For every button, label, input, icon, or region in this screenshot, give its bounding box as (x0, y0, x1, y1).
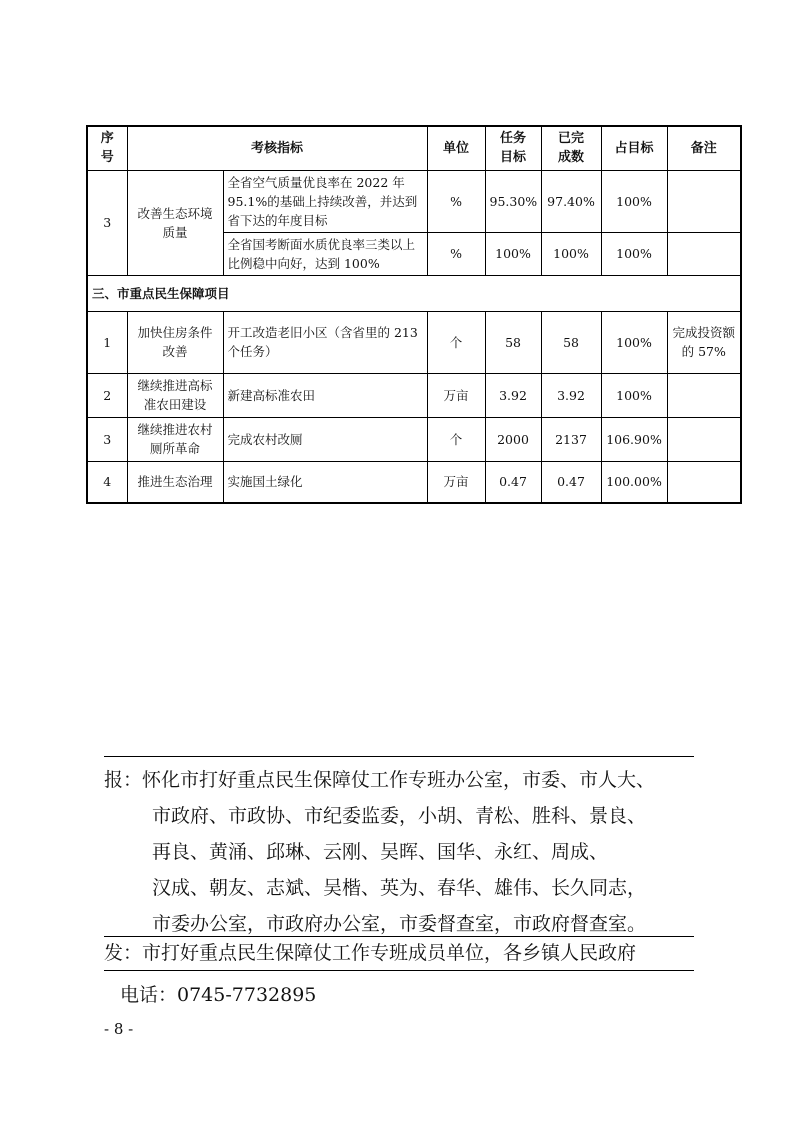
cell-seq: 3 (87, 170, 127, 275)
cell-unit: 万亩 (427, 461, 485, 503)
cell-target: 3.92 (485, 373, 541, 417)
cell-unit: % (427, 170, 485, 232)
table-row (87, 373, 741, 417)
cell-name: 推进生态治理 (127, 461, 223, 503)
cell-done: 3.92 (541, 373, 601, 417)
cell-desc: 新建高标准农田 (223, 373, 427, 417)
cell-desc: 实施国土绿化 (223, 461, 427, 503)
cell-done: 97.40% (541, 170, 601, 232)
cell-desc: 全省国考断面水质优良率三类以上比例稳中向好，达到 100% (223, 232, 427, 275)
cell-ratio: 106.90% (601, 417, 667, 461)
cell-name: 改善生态环境质量 (127, 170, 223, 275)
cell-unit: % (427, 232, 485, 275)
cell-note (667, 417, 741, 461)
cell-target: 2000 (485, 417, 541, 461)
cell-note (667, 373, 741, 417)
header-seq: 序 号 (87, 126, 127, 170)
cell-desc: 完成农村改厕 (223, 417, 427, 461)
cell-done: 100% (541, 232, 601, 275)
cell-seq: 2 (87, 373, 127, 417)
table-row (87, 170, 741, 232)
header-indicator: 考核指标 (127, 126, 427, 170)
header-note: 备注 (667, 126, 741, 170)
cell-target: 58 (485, 311, 541, 373)
cell-unit: 个 (427, 311, 485, 373)
cell-name: 继续推进农村厕所革命 (127, 417, 223, 461)
cell-ratio: 100% (601, 311, 667, 373)
cell-note: 完成投资额的 57% (667, 311, 741, 373)
header-target: 任务 目标 (485, 126, 541, 170)
cell-target: 95.30% (485, 170, 541, 232)
cell-note (667, 232, 741, 275)
report-line: 市政府、市政协、市纪委监委，小胡、青松、胜科、景良、 (152, 805, 647, 827)
indicator-table (86, 125, 742, 504)
cell-done: 2137 (541, 417, 601, 461)
cell-target: 0.47 (485, 461, 541, 503)
cell-seq: 1 (87, 311, 127, 373)
cell-ratio: 100.00% (601, 461, 667, 503)
cell-note (667, 461, 741, 503)
cell-desc: 开工改造老旧小区（含省里的 213 个任务） (223, 311, 427, 373)
cell-ratio: 100% (601, 373, 667, 417)
page-number: - 8 - (104, 1020, 134, 1038)
cell-done: 58 (541, 311, 601, 373)
table-row (87, 417, 741, 461)
report-line: 报：怀化市打好重点民生保障仗工作专班办公室，市委、市人大、 (104, 769, 656, 791)
header-unit: 单位 (427, 126, 485, 170)
report-line: 再良、黄涌、邱琳、云刚、吴晖、国华、永红、周成、 (152, 841, 609, 863)
send-line: 发：市打好重点民生保障仗工作专班成员单位，各乡镇人民政府 (104, 942, 637, 964)
divider-top (104, 756, 694, 757)
cell-seq: 3 (87, 417, 127, 461)
report-line: 市委办公室，市政府办公室，市委督查室，市政府督查室。 (152, 913, 647, 935)
cell-note (667, 170, 741, 232)
cell-ratio: 100% (601, 170, 667, 232)
cell-target: 100% (485, 232, 541, 275)
cell-name: 继续推进高标准农田建设 (127, 373, 223, 417)
header-ratio: 占目标 (601, 126, 667, 170)
cell-unit: 个 (427, 417, 485, 461)
cell-unit: 万亩 (427, 373, 485, 417)
table-row (87, 461, 741, 503)
cell-desc: 全省空气质量优良率在 2022 年 95.1%的基础上持续改善，并达到省下达的年度目标 (223, 170, 427, 232)
cell-name: 加快住房条件改善 (127, 311, 223, 373)
table-row (87, 311, 741, 373)
section-title: 三、市重点民生保障项目 (87, 275, 741, 311)
divider-bottom (104, 970, 694, 971)
report-block (104, 762, 694, 942)
cell-seq: 4 (87, 461, 127, 503)
header-done: 已完 成数 (541, 126, 601, 170)
cell-ratio: 100% (601, 232, 667, 275)
cell-done: 0.47 (541, 461, 601, 503)
phone-line: 电话：0745-7732895 (120, 984, 317, 1006)
report-line: 汉成、朝友、志斌、吴楷、英为、春华、雄伟、长久同志， (152, 877, 647, 899)
